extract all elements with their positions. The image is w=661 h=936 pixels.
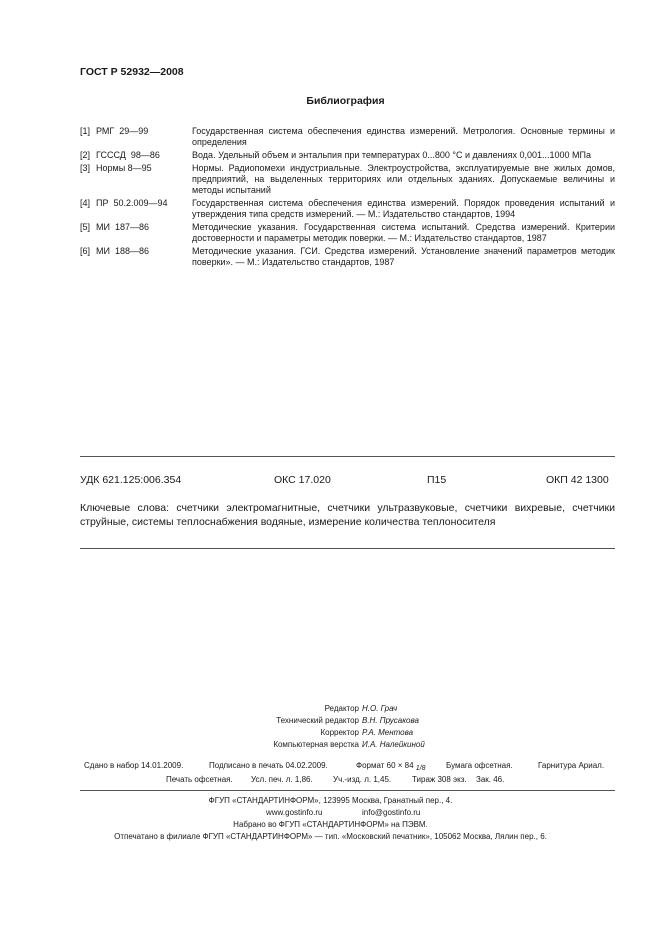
publisher-site: www.gostinfo.ru (266, 808, 323, 817)
entry-number: [2] (80, 150, 91, 160)
entry-text: Нормы. Радиопомехи индустриальные. Электроустройства, эксплуатируемые вне жилых домов, предприятий, на выделенных территориях или отдельных зданиях. Допускаемые величины и методы испытаний (192, 162, 615, 196)
publisher-printed: Отпечатано в филиале ФГУП «СТАНДАРТИНФОРМ» — тип. «Московский печатник», 105062 Москва, Лялин пер., 6. (114, 832, 547, 841)
tech-editor-name (362, 715, 419, 727)
editor-line (325, 703, 359, 715)
editor-label: Редактор (324, 704, 359, 713)
publisher-email: info@gostinfo.ru (362, 808, 421, 817)
document-code: ГОСТ Р 52932—2008 (80, 66, 184, 78)
entry-number: [4] (80, 198, 91, 208)
keywords: Ключевые слова: счетчики электромагнитные, счетчики ультразвуковые, счетчики вихревые, счетчики струйные, системы теплоснабжения водяные, измерение количества теплоносителя (80, 502, 615, 528)
entry-code: РМГ 29—99 (96, 126, 149, 136)
layout-line (273, 739, 359, 751)
entry-number: [5] (80, 222, 91, 232)
entry-text: Государственная система обеспечения единства измерений. Порядок проведения испытаний и утверждения типа средств измерений. — М.: Издательство стандартов, 1994 (192, 198, 615, 220)
entry-number: [6] (80, 246, 91, 256)
print-method: Печать офсетная. (166, 775, 233, 784)
bibliography-entry (80, 163, 615, 197)
corrector-label: Корректор (320, 728, 359, 737)
oks-code: ОКС 17.020 (274, 474, 331, 486)
entry-text: Вода. Удельный объем и энтальпия при температурах 0...800 °С и давлениях 0,001...1000 МПа (192, 150, 592, 160)
layout-name (362, 739, 425, 751)
corrector-line (320, 727, 359, 739)
bibliography-entry (80, 150, 615, 161)
divider-publisher (80, 790, 615, 791)
entry-text: Методические указания. Государственная система испытаний. Средства измерений. Критерии достоверности и параметры методик поверки. — М.: Издательство стандартов, 1987 (192, 222, 615, 244)
corrector-value: Р.А. Ментова (362, 728, 414, 737)
corrector-name (362, 727, 413, 739)
publisher-typeset: Набрано во ФГУП «СТАНДАРТИНФОРМ» на ПЭВМ. (233, 820, 428, 829)
entry-number: [3] (80, 162, 91, 173)
entry-text: Методические указания. ГСИ. Средства измерений. Установление значений параметров методик поверки». — М.: Издательство стандартов, 1987 (192, 246, 615, 268)
okp-code: ОКП 42 1300 (546, 474, 609, 486)
entry-code: Нормы 8—95 (96, 162, 152, 173)
bibliography-entry (80, 198, 615, 220)
pub-sheets: Уч.-изд. л. 1,45. (333, 775, 392, 784)
format-text: Формат 60 × 84 (356, 761, 414, 770)
paper-type: Бумага офсетная. (446, 761, 513, 770)
paper-format (356, 761, 426, 770)
print-run: Тираж 308 экз. (412, 775, 467, 784)
divider-bottom (80, 548, 615, 549)
format-fraction: 1/8 (415, 765, 426, 772)
signed-date: Подписано в печать 04.02.2009. (209, 761, 328, 770)
editor-value: Н.О. Грач (362, 704, 398, 713)
entry-code: ПР 50.2.009—94 (96, 198, 168, 208)
entry-number: [1] (80, 126, 91, 136)
entry-code: МИ 188—86 (96, 246, 149, 256)
typeset-date: Сдано в набор 14.01.2009. (84, 761, 184, 770)
tech-editor-value: В.Н. Прусакова (362, 716, 419, 725)
bibliography-list (80, 126, 615, 270)
bibliography-entry (80, 126, 615, 148)
layout-label: Компьютерная верстка (273, 740, 359, 749)
layout-value: И.А. Налейкиной (362, 740, 425, 749)
bibliography-entry (80, 222, 615, 244)
conv-sheets: Усл. печ. л. 1,86. (251, 775, 313, 784)
p-code: П15 (427, 474, 447, 486)
font-typeface: Гарнитура Ариал. (538, 761, 605, 770)
entry-text: Государственная система обеспечения единства измерений. Метрология. Основные термины и определения (192, 126, 615, 148)
divider-top (80, 456, 615, 457)
tech-editor-label: Технический редактор (276, 716, 359, 725)
publisher-address: ФГУП «СТАНДАРТИНФОРМ», 123995 Москва, Гранатный пер., 4. (208, 796, 453, 805)
entry-code: ГСССД 98—86 (96, 150, 160, 160)
order-number: Зак. 46. (476, 775, 505, 784)
tech-editor-line (276, 715, 359, 727)
udk-code: УДК 621.125:006.354 (80, 474, 182, 486)
bibliography-title: Библиография (306, 95, 385, 107)
bibliography-entry (80, 246, 615, 268)
editor-name (362, 703, 397, 715)
entry-code: МИ 187—86 (96, 222, 149, 232)
